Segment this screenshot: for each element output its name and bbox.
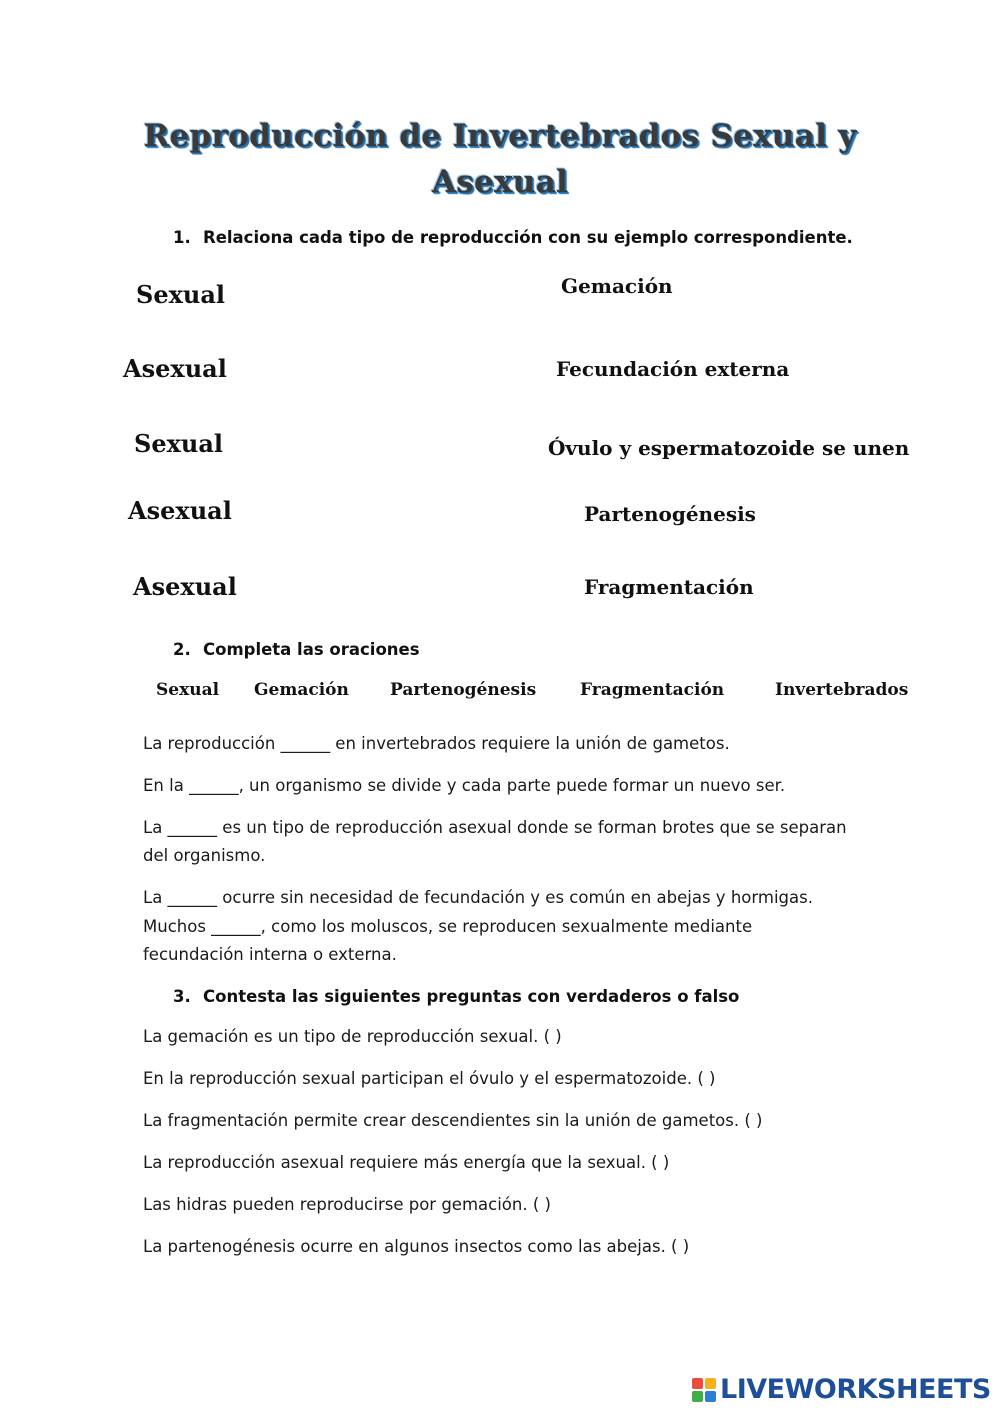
true-false-statement[interactable]: La partenogénesis ocurre en algunos insectos como las abejas. ( ) bbox=[143, 1237, 690, 1256]
word-bank-item: Fragmentación bbox=[580, 680, 725, 700]
section1-heading bbox=[173, 228, 853, 247]
fill-sentence: La reproducción ______ en invertebrados requiere la unión de gametos. bbox=[143, 734, 730, 753]
word-bank-item: Invertebrados bbox=[775, 680, 909, 700]
true-false-statement[interactable]: La reproducción asexual requiere más energía que la sexual. ( ) bbox=[143, 1153, 670, 1172]
fill-sentence: La ______ ocurre sin necesidad de fecundación y es común en abejas y hormigas. bbox=[143, 888, 813, 907]
section1-heading-text: Relaciona cada tipo de reproducción con su ejemplo correspondiente. bbox=[203, 228, 853, 247]
section3-heading bbox=[173, 987, 739, 1006]
liveworksheets-logo bbox=[692, 1374, 991, 1405]
match-left-item[interactable]: Sexual bbox=[134, 429, 224, 458]
section2-heading-text: Completa las oraciones bbox=[203, 640, 420, 659]
true-false-statement[interactable]: La gemación es un tipo de reproducción sexual. ( ) bbox=[143, 1027, 562, 1046]
section3-number: 3. bbox=[173, 987, 191, 1006]
true-false-statement[interactable]: En la reproducción sexual participan el óvulo y el espermatozoide. ( ) bbox=[143, 1069, 716, 1088]
match-right-item[interactable]: Partenogénesis bbox=[584, 502, 756, 526]
fill-sentence: En la ______, un organismo se divide y cada parte puede formar un nuevo ser. bbox=[143, 776, 786, 795]
section2-heading bbox=[173, 640, 420, 659]
worksheet-title-line2: Asexual bbox=[431, 164, 569, 200]
section1-number: 1. bbox=[173, 228, 191, 247]
word-bank-item: Sexual bbox=[156, 680, 220, 700]
match-left-item[interactable]: Asexual bbox=[128, 496, 232, 525]
section2-number: 2. bbox=[173, 640, 191, 659]
match-left-item[interactable]: Asexual bbox=[133, 572, 237, 601]
match-right-item[interactable]: Fecundación externa bbox=[556, 357, 790, 381]
fill-sentence: Muchos ______, como los moluscos, se reproducen sexualmente mediante fecundación interna o externa. bbox=[143, 917, 753, 964]
true-false-statement[interactable]: Las hidras pueden reproducirse por gemación. ( ) bbox=[143, 1195, 551, 1214]
section3-heading-text: Contesta las siguientes preguntas con verdaderos o falso bbox=[203, 987, 740, 1006]
match-right-item[interactable]: Óvulo y espermatozoide se unen bbox=[548, 436, 910, 460]
worksheet-title-line1: Reproducción de Invertebrados Sexual y bbox=[143, 118, 857, 154]
match-left-item[interactable]: Asexual bbox=[123, 354, 227, 383]
word-bank-item: Partenogénesis bbox=[390, 680, 537, 700]
word-bank-item: Gemación bbox=[254, 680, 349, 700]
true-false-statement[interactable]: La fragmentación permite crear descendientes sin la unión de gametos. ( ) bbox=[143, 1111, 763, 1130]
liveworksheets-logo-icon bbox=[692, 1378, 716, 1402]
liveworksheets-logo-text: LIVEWORKSHEETS bbox=[720, 1374, 991, 1405]
match-left-item[interactable]: Sexual bbox=[136, 280, 226, 309]
match-right-item[interactable]: Gemación bbox=[561, 274, 673, 298]
fill-sentence: La ______ es un tipo de reproducción asexual donde se forman brotes que se separan del organismo. bbox=[143, 818, 847, 865]
match-right-item[interactable]: Fragmentación bbox=[584, 575, 754, 599]
